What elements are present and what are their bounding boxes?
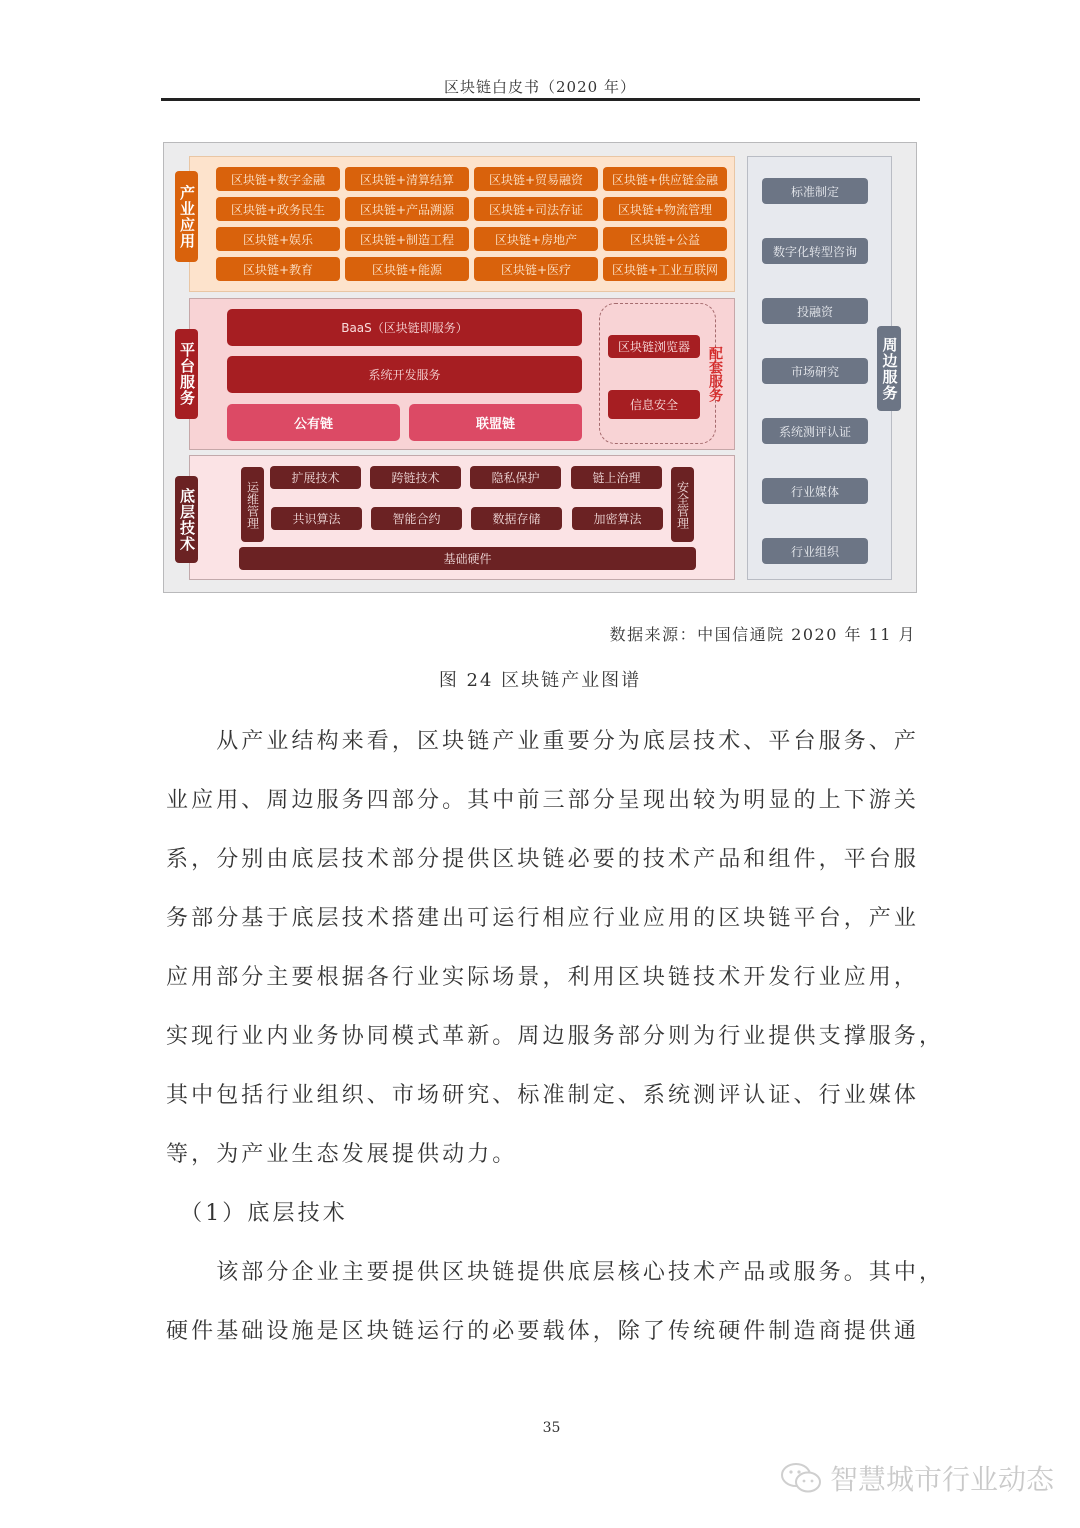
section-heading: （1）底层技术 [166,1201,348,1226]
body-line: 应用部分主要根据各行业实际场景，利用区块链技术开发行业应用， [166,965,920,990]
label-peripheral-service: 周边服务 [877,326,901,411]
hardware-bar: 基础硬件 [239,547,696,570]
app-item: 区块链+公益 [603,227,727,251]
tech-item: 链上治理 [571,466,662,489]
side-item: 数字化转型咨询 [762,238,868,264]
app-item: 区块链+贸易融资 [474,167,598,191]
page-header-title: 区块链白皮书（2020 年） [444,78,636,96]
app-item: 区块链+数字金融 [216,167,340,191]
body-line: 其中包括行业组织、市场研究、标准制定、系统测评认证、行业媒体 [166,1083,920,1108]
label-platform-service: 平台服务 [175,329,198,419]
app-item: 区块链+医疗 [474,257,598,281]
body-line: 硬件基础设施是区块链运行的必要载体，除了传统硬件制造商提供通 [166,1319,920,1344]
label-underlying-tech: 底层技术 [175,476,198,563]
security-management-box: 安全管理 [671,467,694,542]
side-item: 行业组织 [762,538,868,564]
support-item-security: 信息安全 [608,390,700,419]
page-number: 35 [542,1420,561,1436]
app-item: 区块链+司法存证 [474,197,598,221]
app-item: 区块链+供应链金融 [603,167,727,191]
industry-map-figure [163,142,917,593]
app-item: 区块链+工业互联网 [603,257,727,281]
side-item: 行业媒体 [762,478,868,504]
tech-item: 扩展技术 [270,466,361,489]
app-item: 区块链+制造工程 [345,227,469,251]
label-supporting-services: 配套服务 [707,346,723,402]
support-item-explorer: 区块链浏览器 [608,335,700,358]
tech-item: 共识算法 [271,507,362,530]
app-item: 区块链+物流管理 [603,197,727,221]
supporting-services-box [599,303,716,444]
side-item: 系统测评认证 [762,418,868,444]
tech-item: 数据存储 [471,507,562,530]
tech-item: 隐私保护 [470,466,561,489]
baas-bar: BaaS（区块链即服务） [227,309,582,346]
app-item: 区块链+能源 [345,257,469,281]
ops-management-box: 运维管理 [241,467,264,542]
side-item: 标准制定 [762,178,868,204]
figure-source: 数据来源：中国信通院 2020 年 11 月 [609,625,916,644]
figure-caption: 图 24 区块链产业图谱 [438,670,642,691]
body-line: 该部分企业主要提供区块链提供底层核心技术产品或服务。其中， [166,1260,945,1285]
label-industry-application: 产业应用 [175,171,198,262]
wechat-icon [780,1461,824,1495]
tech-item: 加密算法 [572,507,663,530]
dev-service-bar: 系统开发服务 [227,356,582,393]
watermark [780,1458,1054,1498]
public-chain-box: 公有链 [227,404,400,441]
watermark-text: 智慧城市行业动态 [830,1463,1055,1496]
body-line: 业应用、周边服务四部分。其中前三部分呈现出较为明显的上下游关 [166,788,920,813]
body-line: 实现行业内业务协同模式革新。周边服务部分则为行业提供支撑服务， [166,1024,945,1049]
side-item: 投融资 [762,298,868,324]
tech-item: 跨链技术 [370,466,461,489]
app-item: 区块链+娱乐 [216,227,340,251]
tech-item: 智能合约 [371,507,462,530]
app-item: 区块链+产品溯源 [345,197,469,221]
consortium-chain-box: 联盟链 [409,404,582,441]
body-line: 系，分别由底层技术部分提供区块链必要的技术产品和组件，平台服 [166,847,920,872]
app-item: 区块链+清算结算 [345,167,469,191]
side-item: 市场研究 [762,358,868,384]
app-item: 区块链+房地产 [474,227,598,251]
body-line: 从产业结构来看，区块链产业重要分为底层技术、平台服务、产 [166,729,920,754]
body-line: 务部分基于底层技术搭建出可运行相应行业应用的区块链平台，产业 [166,906,920,931]
application-grid [216,167,727,281]
app-item: 区块链+政务民生 [216,197,340,221]
app-item: 区块链+教育 [216,257,340,281]
body-line: 等，为产业生态发展提供动力。 [166,1142,518,1167]
header-rule [161,98,920,101]
